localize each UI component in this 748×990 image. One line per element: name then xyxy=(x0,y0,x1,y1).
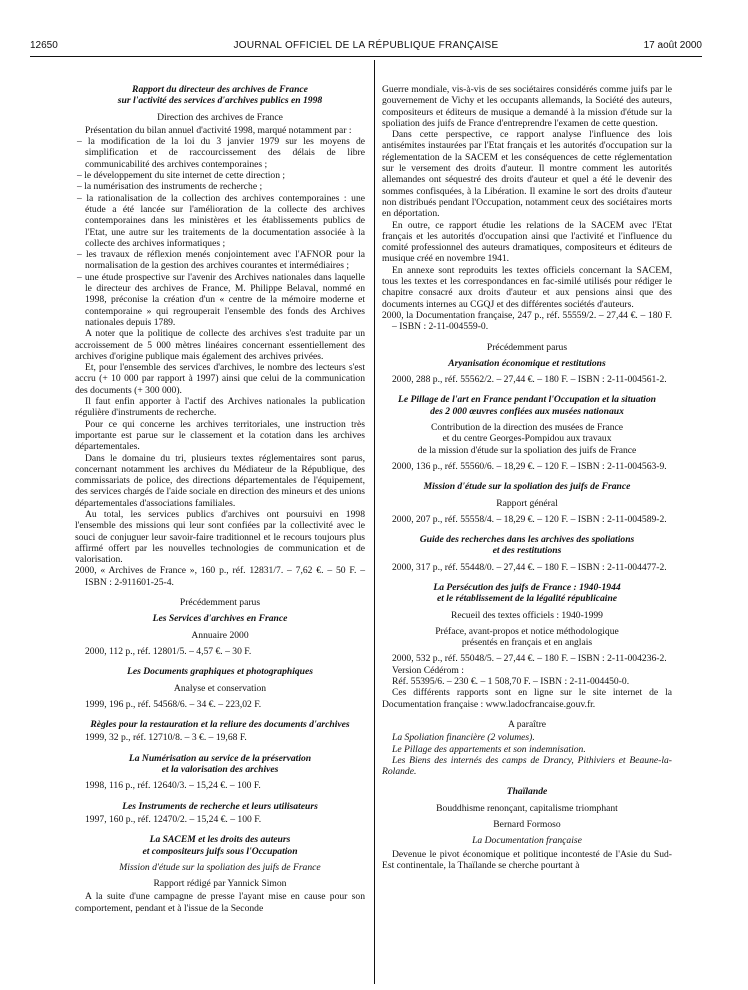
title-guide-recherches-line-2: et des restitutions xyxy=(492,545,562,557)
reference-line: 1997, 160 p., réf. 12470/2. – 15,24 €. – 100 F. xyxy=(85,813,262,825)
title-aryanisation: Aryanisation économique et restitutions xyxy=(448,357,606,369)
reference-line: 1999, 196 p., réf. 54568/6. – 34 €. – 223,02 F. xyxy=(85,698,262,710)
title-sacem-line-2: et compositeurs juifs sous l'Occupation xyxy=(142,845,298,857)
body-paragraph: En outre, ce rapport étudie les relations de la SACEM avec l'Etat français et les autorités d'occupation ainsi que l'activité et l'influence du comité professionnel des auteurs dramatiques, compositeurs et éditeurs de musique créé en novembre 1941. xyxy=(382,219,672,265)
body-paragraph: Au total, les services publics d'archives ont poursuivi en 1998 l'ensemble des missions qui leur sont confiées par la collectivité avec le souci de conjuguer leur savoir-faire traditionnel et le recours toujours plus affirmé offert par les nouvelles technologies de communication et de valorisation. xyxy=(75,508,365,566)
title-numerisation-line-2: et la valorisation des archives xyxy=(161,764,279,776)
title-services-archives: Les Services d'archives en France xyxy=(152,613,288,625)
body-paragraph: Dans le domaine du tri, plusieurs textes réglementaires sont parus, concernant notamment les archives du Médiateur de la République, des commissariats de police, des directions départementales de l'équipement, des services chargés de l'aide sociale en direction des mineurs et des unions départementales d'associations familiales. xyxy=(75,452,365,509)
title-guide-recherches: Guide des recherches dans les archives des spoliations xyxy=(419,534,635,546)
section-heading-forthcoming: A paraître xyxy=(507,718,547,730)
reference-line: 1998, 116 p., réf. 12640/3. – 15,24 €. – 100 F. xyxy=(85,780,261,792)
subtitle-annuaire: Annuaire 2000 xyxy=(191,629,249,641)
subtitle-analyse: Analyse et conservation xyxy=(173,682,267,694)
list-item: – la rationalisation de la collection des archives contemporaines : une étude a été lancée sur l'amélioration de la collecte des archives contemporaines dans les ministères et les établissements publics de l'Etat, une autre sur les traitements de la documentation associée à la collecte des archives informatiques ; xyxy=(77,192,365,249)
subtitle-bouddhisme: Bouddhisme renonçant, capitalisme triomphant xyxy=(436,802,618,814)
mission-label: Mission d'étude sur la spoliation des juifs de France xyxy=(119,861,321,873)
column-divider xyxy=(374,60,375,984)
cederom-label: Version Cédérom : xyxy=(392,664,464,676)
title-numerisation: La Numérisation au service de la préservation xyxy=(128,752,312,764)
body-paragraph: Guerre mondiale, vis-à-vis de ses sociétaires considérés comme juifs par le gouvernement de Vichy et les occupants allemands, la Société des auteurs, compositeurs et éditeurs de musique a demandé à la mission d'étude sur la spoliation des juifs de France d'entreprendre l'examen de cette question. xyxy=(382,84,672,129)
list-item: – la numérisation des instruments de recherche ; xyxy=(77,181,263,193)
title-pillage-art: Le Pillage de l'art en France pendant l'Occupation et la situation xyxy=(398,394,656,406)
title-thailande: Thaïlande xyxy=(506,786,548,798)
page-number: 12650 xyxy=(30,40,58,51)
body-paragraph: Pour ce qui concerne les archives territoriales, une instruction très importante est parue sur le classement et la cotation dans les archives départementales. xyxy=(75,418,365,453)
forthcoming-item: Le Pillage des appartements et son indemnisation. xyxy=(392,743,586,755)
publication-date: 17 août 2000 xyxy=(643,40,702,51)
reference-line: 2000, 136 p., réf. 55560/6. – 18,29 €. – 120 F. – ISBN : 2-11-004563-9. xyxy=(392,460,667,472)
body-paragraph: Et, pour l'ensemble des services d'archives, le nombre des lecteurs s'est accru (+ 10 000 par rapport à 1997) ainsi que celui de la communication des documents (+ 300 000). xyxy=(75,362,365,396)
reference-line: 2000, 317 p., réf. 55448/0. – 27,44 €. – 180 F. – ISBN : 2-11-004477-2. xyxy=(392,561,667,573)
body-paragraph: A noter que la politique de collecte des archives s'est traduite par un accroissement de 5 000 mètres linéaires concernant essentiellement des archives d'origine publique mais également des archives privées. xyxy=(75,328,365,362)
contribution-line: Contribution de la direction des musées de France xyxy=(430,422,624,434)
reference-line: 2000, la Documentation française, 247 p., réf. 55559/2. – 27,44 €. – 180 F. – ISBN : 2-11-004559-0. xyxy=(382,309,672,333)
subtitle-recueil: Recueil des textes officiels : 1940-1999 xyxy=(451,609,603,621)
reference-line: 2000, 288 p., réf. 55562/2. – 27,44 €. – 180 F. – ISBN : 2-11-004561-2. xyxy=(392,374,667,386)
reference-line: 2000, « Archives de France », 160 p., réf. 12831/7. – 7,62 €. – 50 F. – ISBN : 2-911601-25-4. xyxy=(75,565,365,588)
intro-paragraph: Présentation du bilan annuel d'activité 1998, marqué notamment par : xyxy=(85,124,352,136)
report-title: Rapport du directeur des archives de France xyxy=(132,84,308,95)
forthcoming-item: Les Biens des internés des camps de Drancy, Pithiviers et Beaune-la-Rolande. xyxy=(382,754,672,778)
section-heading-previous: Précédemment parus xyxy=(486,341,568,353)
preface-line: Préface, avant-propos et notice méthodologique xyxy=(435,625,619,637)
title-sacem: La SACEM et les droits des auteurs xyxy=(149,834,291,846)
body-paragraph: Devenue le pivot économique et politique incontesté de l'Asie du Sud-Est continentale, la Thaïlande se cherche pourtant à xyxy=(382,848,672,871)
body-paragraph: En annexe sont reproduits les textes officiels concernant la SACEM, tous les textes et les correspondances en fac-similé utilisés pour rédiger le chapitre consacré aux droits d'auteur et aux pensions ainsi que des documents internes au CGQJ et des différentes sociétés d'auteurs. xyxy=(382,264,672,310)
direction-label: Direction des archives de France xyxy=(157,111,283,123)
report-author: Rapport rédigé par Yannick Simon xyxy=(153,878,287,890)
body-paragraph: Dans cette perspective, ce rapport analyse l'influence des lois antisémites instaurées par l'Etat français et les autorités d'occupation sur la réglementation de la SACEM et les conséquences de cette réglementation sur le versement des droits d'auteur. Il montre comment les autorités allemandes ont séquestré des droits d'auteur et quel a été le devenir des sommes confisquées, à la Libération. Il examine le sort des droits d'auteur non distribués pendant l'Occupation, notamment ceux des sociétaires morts en déportation. xyxy=(382,129,672,220)
title-persecution-line-2: et le rétablissement de la légalité républicaine xyxy=(436,593,618,605)
online-note: Ces différents rapports sont en ligne sur le site internet de la Documentation française : www.ladocfrancaise.gouv.fr. xyxy=(382,687,672,710)
title-persecution: La Persécution des juifs de France : 1940-1944 xyxy=(433,581,621,593)
reference-line: 2000, 112 p., réf. 12801/5. – 4,57 €. – 30 F. xyxy=(85,645,252,657)
reference-line: 1999, 32 p., réf. 12710/8. – 3 €. – 19,68 F. xyxy=(85,732,247,744)
page-header xyxy=(30,38,702,57)
journal-title: JOURNAL OFFICIEL DE LA RÉPUBLIQUE FRANÇAISE xyxy=(233,40,499,51)
title-pillage-art-line-2: des 2 000 œuvres confiées aux musées nationaux xyxy=(430,405,624,417)
list-item: – une étude prospective sur l'avenir des Archives nationales dans laquelle le directeur des archives de France, M. Philippe Belaval, nommé en 1998, préconise la création d'un « centre de la mémoire moderne et contemporaine » qui regrouperait l'ensemble des fonds des Archives nationales depuis 1789. xyxy=(77,271,365,328)
subtitle-rapport-general: Rapport général xyxy=(496,497,558,509)
contribution-line: de la mission d'étude sur la spoliation des juifs de France xyxy=(417,444,637,456)
title-mission-etude: Mission d'étude sur la spoliation des juifs de France xyxy=(423,481,631,493)
reference-line: Réf. 55395/6. – 230 €. – 1 508,70 F. – ISBN : 2-11-004450-0. xyxy=(392,676,630,688)
title-documents-graphiques: Les Documents graphiques et photographiques xyxy=(126,666,314,678)
reference-line: 2000, 532 p., réf. 55048/5. – 27,44 €. – 180 F. – ISBN : 2-11-004236-2. xyxy=(392,653,667,665)
list-item: – la modification de la loi du 3 janvier 1979 sur les moyens de simplification et de raccourcissement des délais de libre communicabilité des archives contemporaines ; xyxy=(77,136,365,170)
contribution-line: et du centre Georges-Pompidou aux travaux xyxy=(442,433,612,445)
publisher-name: La Documentation française xyxy=(472,835,582,847)
reference-line: 2000, 207 p., réf. 55558/4. – 18,29 €. – 120 F. – ISBN : 2-11-004589-2. xyxy=(392,513,667,525)
title-instruments-recherche: Les Instruments de recherche et leurs utilisateurs xyxy=(122,800,318,812)
list-item: – les travaux de réflexion menés conjointement avec l'AFNOR pour la normalisation de la gestion des archives courantes et intermédiaires ; xyxy=(77,249,365,272)
right-column xyxy=(382,84,672,871)
author-name: Bernard Formoso xyxy=(493,819,561,831)
section-heading-previous: Précédemment parus xyxy=(179,597,261,609)
left-column xyxy=(75,84,365,914)
list-item: – le développement du site internet de cette direction ; xyxy=(77,170,286,182)
title-regles-restauration: Règles pour la restauration et la reliure des documents d'archives xyxy=(90,719,350,731)
preface-line: présentés en français et en anglais xyxy=(461,637,593,649)
body-paragraph: Il faut enfin apporter à l'actif des Archives nationales la publication régulière d'instruments de recherche. xyxy=(75,396,365,419)
body-paragraph: A la suite d'une campagne de presse l'ayant mise en cause pour son comportement, pendant et à l'issue de la Seconde xyxy=(75,891,365,914)
report-title-line-2: sur l'activité des services d'archives publics en 1998 xyxy=(117,95,323,107)
forthcoming-item: La Spoliation financière (2 volumes). xyxy=(392,732,535,744)
